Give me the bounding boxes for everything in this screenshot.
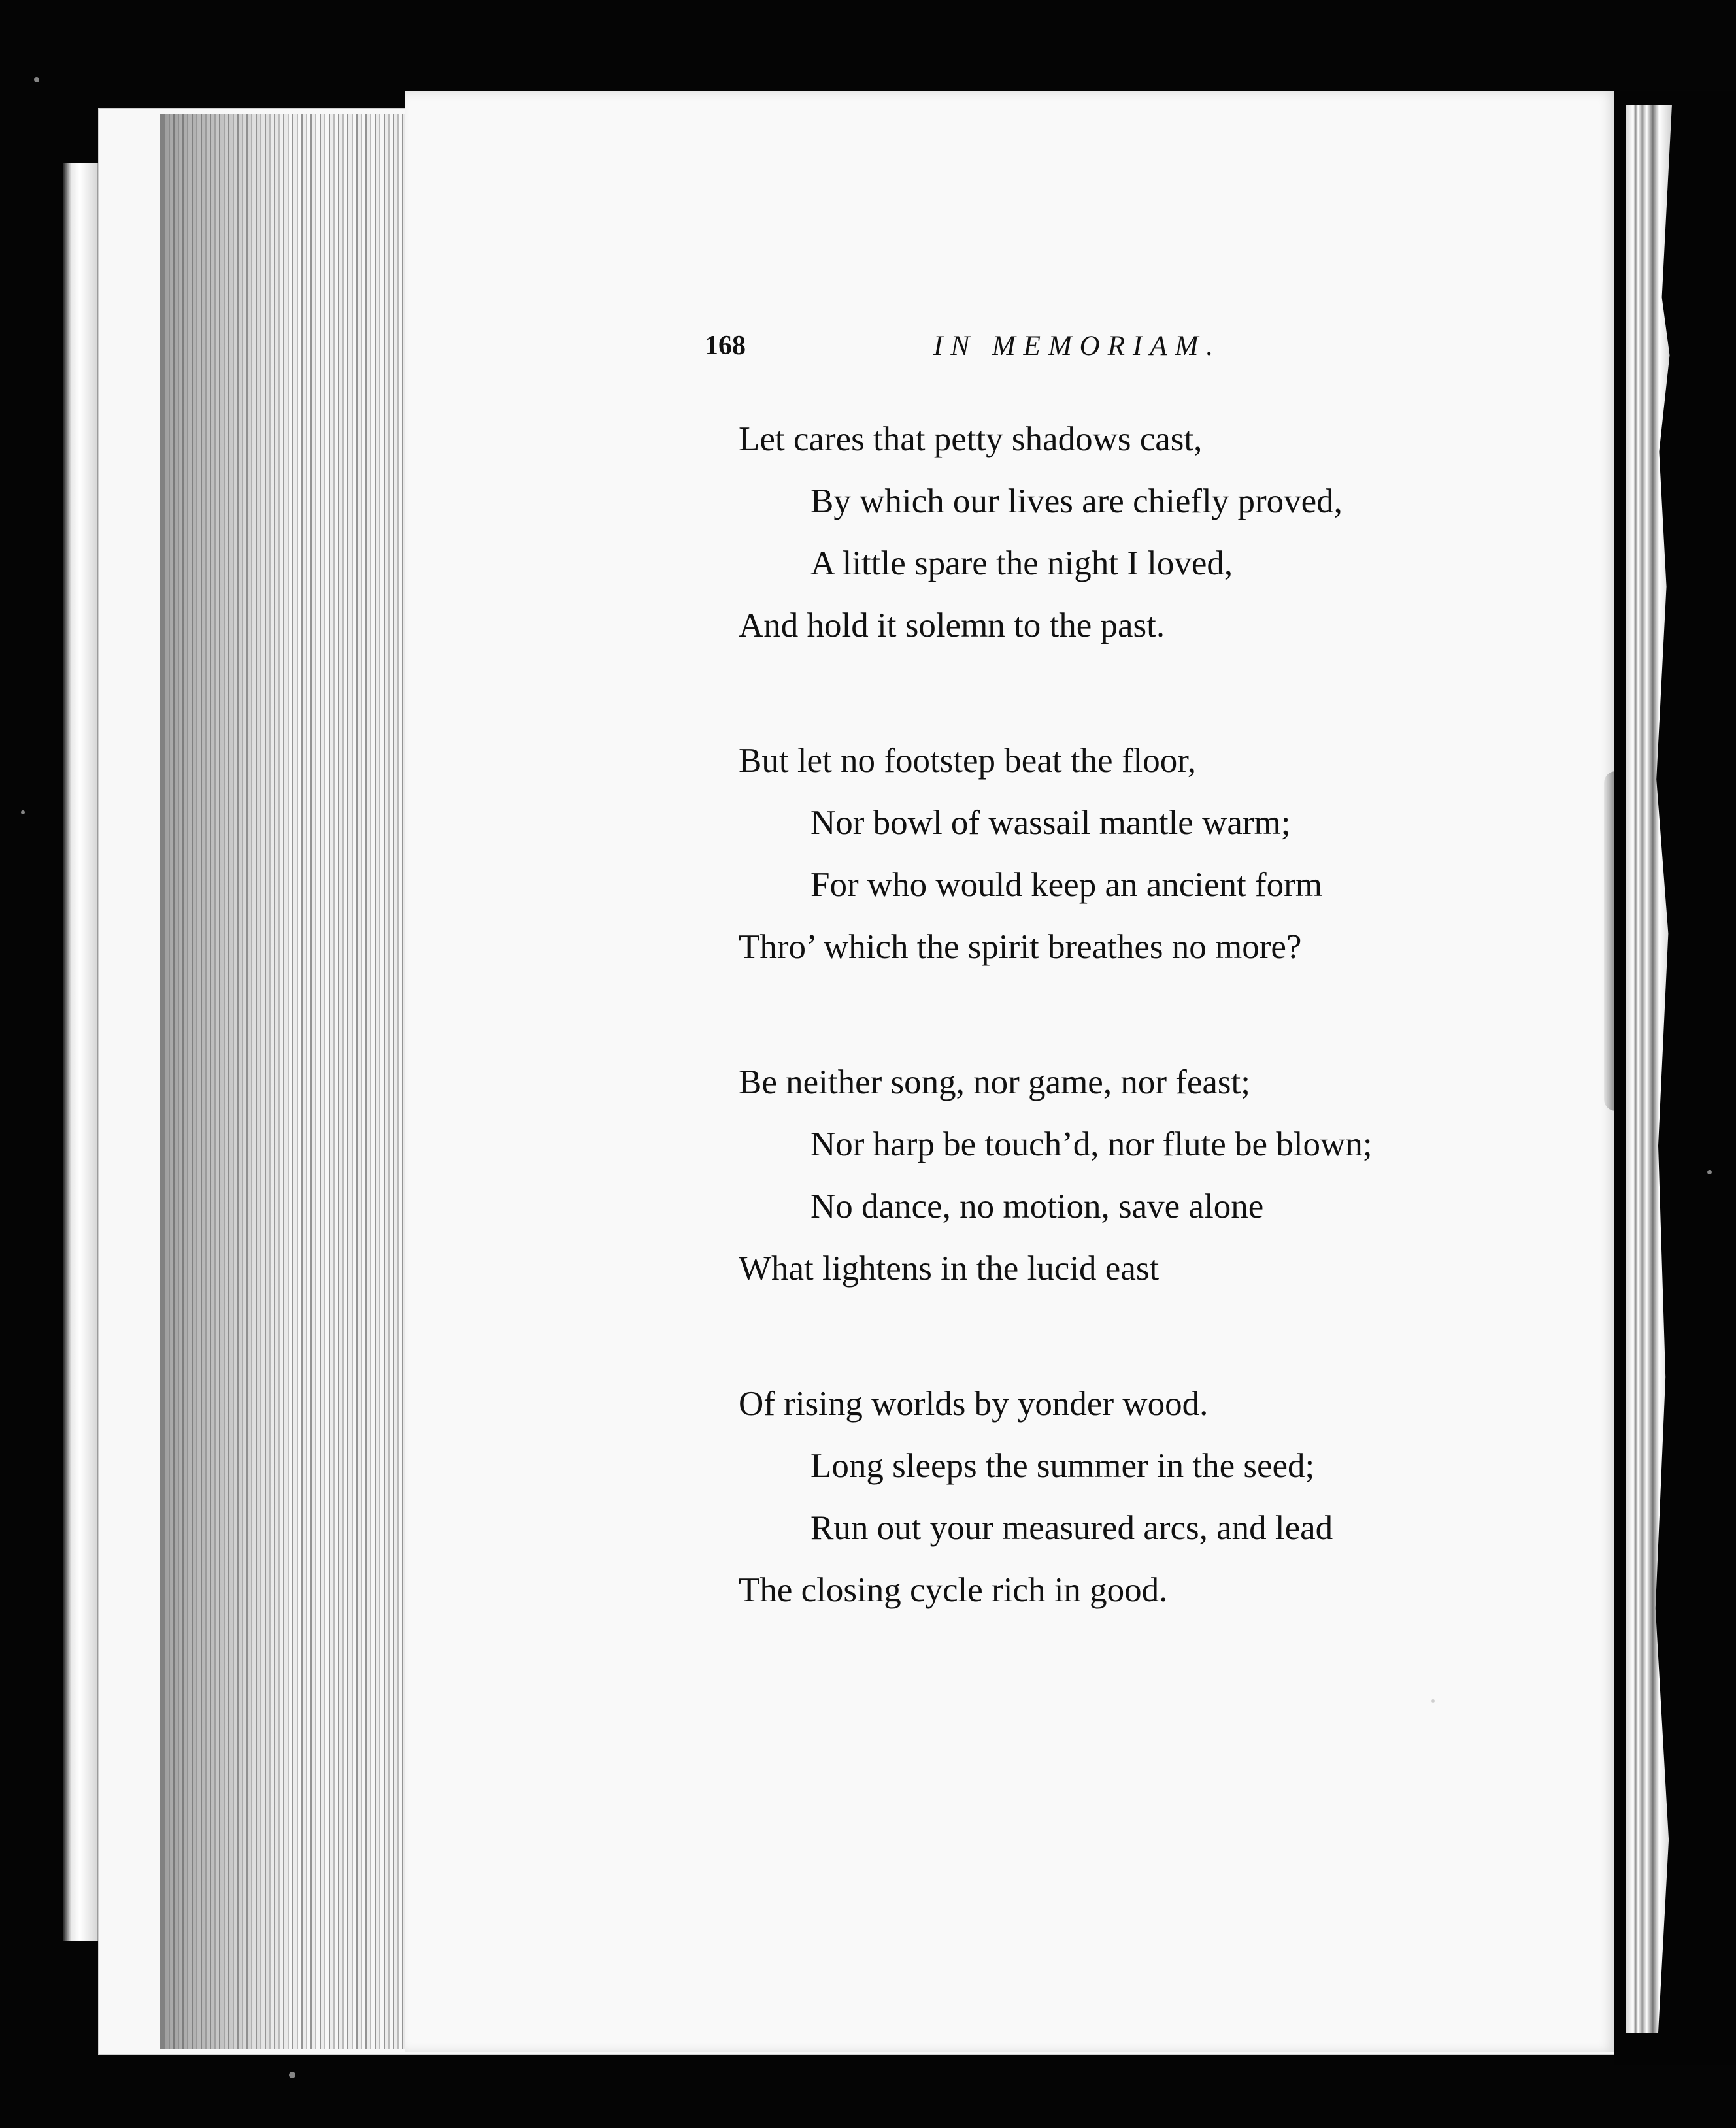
- scan-speck: [289, 2072, 295, 2078]
- stanza-4: [739, 1373, 1510, 1621]
- poem-text: [739, 408, 1510, 1621]
- running-head: IN MEMORIAM.: [933, 331, 1222, 361]
- poem-line: And hold it solemn to the past.: [739, 607, 1165, 644]
- poem-line: Thro’ which the spirit breathes no more?: [739, 928, 1302, 966]
- scan-speck: [34, 77, 39, 82]
- poem-line: Nor bowl of wassail mantle warm;: [810, 804, 1291, 842]
- poem-line: By which our lives are chiefly proved,: [810, 482, 1343, 520]
- page-number: 168: [705, 331, 746, 361]
- poem-line: Run out your measured arcs, and lead: [810, 1509, 1333, 1547]
- poem-line: Of rising worlds by yonder wood.: [739, 1385, 1209, 1423]
- poem-line: Nor harp be touch’d, nor flute be blown;: [810, 1125, 1373, 1163]
- scan-speck: [1707, 1170, 1712, 1174]
- scan-speck: [1431, 1699, 1435, 1703]
- poem-line: What lightens in the lucid east: [739, 1250, 1160, 1288]
- stanza-2: [739, 730, 1510, 978]
- poem-line: Be neither song, nor game, nor feast;: [739, 1063, 1250, 1101]
- poem-line: No dance, no motion, save alone: [810, 1188, 1264, 1225]
- stanza-1: [739, 408, 1510, 657]
- book-cover-edge: [63, 163, 99, 1941]
- poem-line: But let no footstep beat the floor,: [739, 742, 1196, 780]
- page-edge-stack: [160, 114, 433, 2049]
- poem-line: The closing cycle rich in good.: [739, 1571, 1168, 1609]
- stanza-3: [739, 1052, 1510, 1300]
- poem-line: A little spare the night I loved,: [810, 544, 1233, 582]
- poem-line: For who would keep an ancient form: [810, 866, 1323, 904]
- poem-line: Long sleeps the summer in the seed;: [810, 1447, 1315, 1485]
- scan-speck: [21, 810, 25, 814]
- poem-line: Let cares that petty shadows cast,: [739, 420, 1203, 458]
